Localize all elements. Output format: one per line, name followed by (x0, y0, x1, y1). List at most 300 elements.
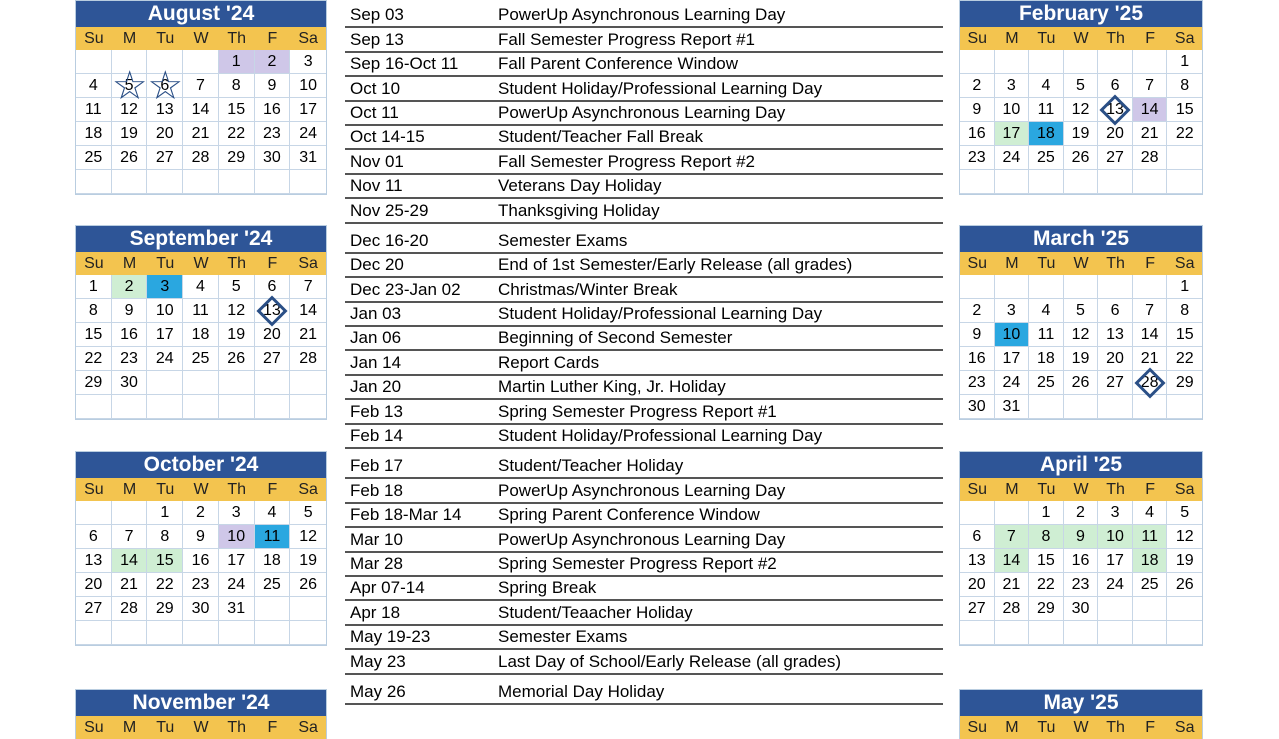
event-date: Mar 10 (350, 529, 403, 549)
calendar-may-2025 (959, 689, 1203, 739)
calendar-title: November '24 (76, 690, 326, 716)
day-cell (1098, 170, 1133, 194)
day-cell (112, 621, 148, 645)
day-cell (219, 621, 255, 645)
day-cell: 19 (1064, 347, 1099, 371)
weekday-label: Sa (1174, 255, 1195, 272)
weekday-header (960, 716, 1202, 739)
day-cell (290, 371, 326, 395)
event-date: Dec 23-Jan 02 (350, 279, 461, 299)
weekday-header (76, 716, 326, 739)
day-cell: 7 (995, 525, 1030, 549)
day-cell: 16 (960, 347, 995, 371)
day-cell: 23 (960, 146, 995, 170)
event-date: Dec 20 (350, 255, 404, 275)
day-cell: 27 (1098, 146, 1133, 170)
calendar-title: February '25 (960, 1, 1202, 27)
event-row (345, 126, 943, 150)
day-cell: 14 (1133, 323, 1168, 347)
weekday-label: M (1005, 481, 1019, 498)
day-cell: 29 (1029, 597, 1064, 621)
day-cell: 3 (1098, 501, 1133, 525)
day-cell: 24 (147, 347, 183, 371)
day-cell (1098, 621, 1133, 645)
weekday-label: Su (967, 481, 988, 498)
weekday-label: Tu (156, 719, 175, 736)
event-description: Semester Exams (498, 627, 628, 647)
weekday-label: Tu (1037, 481, 1056, 498)
day-cell: 13 (255, 299, 291, 323)
event-description: Student Holiday/Professional Learning Day (498, 304, 823, 324)
day-cell: 21 (995, 573, 1030, 597)
event-row (345, 681, 943, 705)
weekday-label: Sa (1174, 481, 1195, 498)
day-cell: 23 (183, 573, 219, 597)
day-cell (76, 50, 112, 74)
calendar-november-2024 (75, 689, 327, 739)
event-row (345, 303, 943, 327)
day-cell (255, 371, 291, 395)
day-cell: 8 (76, 299, 112, 323)
day-cell: 25 (76, 146, 112, 170)
event-row (345, 77, 943, 101)
weekday-label: W (1073, 481, 1089, 498)
day-cell: 30 (255, 146, 291, 170)
day-cell (1098, 395, 1133, 419)
event-date: Apr 18 (350, 602, 401, 622)
event-date: Nov 11 (350, 176, 403, 196)
day-cell: 14 (1133, 98, 1168, 122)
day-cell (219, 395, 255, 419)
day-cell: 14 (290, 299, 326, 323)
day-cell: 9 (183, 525, 219, 549)
day-cell: 28 (290, 347, 326, 371)
day-cell: 10 (219, 525, 255, 549)
day-cell: 21 (290, 323, 326, 347)
day-cell: 1 (76, 275, 112, 299)
event-date: Sep 13 (350, 29, 404, 49)
day-cell: 12 (290, 525, 326, 549)
day-cell (290, 170, 326, 194)
day-cell (1029, 395, 1064, 419)
day-cell: 11 (255, 525, 291, 549)
day-cell: 23 (255, 122, 291, 146)
day-cell: 13 (76, 549, 112, 573)
event-date: May 23 (350, 651, 406, 671)
day-cell: 23 (1064, 573, 1099, 597)
event-description: Fall Semester Progress Report #1 (498, 29, 755, 49)
event-row (345, 53, 943, 77)
day-cell (1064, 170, 1099, 194)
day-cell: 19 (290, 549, 326, 573)
day-cell: 22 (1167, 122, 1202, 146)
weekday-header (960, 27, 1202, 50)
day-cell: 31 (219, 597, 255, 621)
weekday-label: Sa (1174, 30, 1195, 47)
weekday-label: Sa (298, 30, 318, 47)
day-cell: 30 (112, 371, 148, 395)
event-row (345, 650, 943, 674)
weekday-label: Th (227, 255, 247, 272)
calendar-march-2025 (959, 225, 1203, 420)
event-date: Jan 03 (350, 304, 402, 324)
day-cell (1064, 50, 1099, 74)
event-description: Spring Semester Progress Report #1 (498, 401, 777, 421)
day-cell: 15 (1029, 549, 1064, 573)
day-cell (995, 275, 1030, 299)
weekday-label: Sa (298, 481, 318, 498)
day-cell: 13 (1098, 98, 1133, 122)
event-row (345, 376, 943, 400)
weekday-label: M (122, 481, 137, 498)
weekday-label: F (267, 255, 278, 272)
day-cell: 21 (1133, 347, 1168, 371)
day-cell: 12 (1064, 323, 1099, 347)
event-row (345, 504, 943, 528)
day-cell: 24 (290, 122, 326, 146)
event-description: Report Cards (498, 352, 600, 372)
day-cell: 13 (147, 98, 183, 122)
event-row (345, 4, 943, 28)
day-cell: 24 (995, 371, 1030, 395)
day-cell: 2 (183, 501, 219, 525)
day-cell (183, 621, 219, 645)
day-cell: 20 (147, 122, 183, 146)
weekday-label: W (1073, 30, 1089, 47)
day-cell: 4 (1133, 501, 1168, 525)
event-description: Student/Teacher Fall Break (498, 127, 704, 147)
day-cell: 3 (995, 299, 1030, 323)
day-cell (960, 170, 995, 194)
day-cell: 24 (995, 146, 1030, 170)
day-cell: 30 (183, 597, 219, 621)
day-cell (147, 371, 183, 395)
weekday-header (76, 27, 326, 50)
day-cell: 7 (183, 74, 219, 98)
day-cell (1098, 597, 1133, 621)
day-cell: 26 (1167, 573, 1202, 597)
event-description: Spring Semester Progress Report #2 (498, 553, 777, 573)
weekday-label: M (1005, 30, 1019, 47)
day-cell: 28 (1133, 146, 1168, 170)
day-cell: 6 (76, 525, 112, 549)
day-cell (1029, 50, 1064, 74)
day-cell: 8 (147, 525, 183, 549)
event-date: Nov 25-29 (350, 200, 429, 220)
event-description: Veterans Day Holiday (498, 176, 662, 196)
event-description: PowerUp Asynchronous Learning Day (498, 5, 786, 25)
day-cell: 10 (1098, 525, 1133, 549)
weekday-label: Th (227, 719, 247, 736)
weekday-label: F (1145, 719, 1156, 736)
day-cell (76, 395, 112, 419)
event-date: Oct 11 (350, 102, 399, 122)
event-date: Oct 10 (350, 78, 401, 98)
day-cell: 15 (147, 549, 183, 573)
day-cell: 6 (255, 275, 291, 299)
weekday-label: Sa (298, 255, 318, 272)
day-cell: 1 (1167, 275, 1202, 299)
day-cell: 17 (147, 323, 183, 347)
weekday-label: Su (84, 255, 104, 272)
event-date: May 19-23 (350, 627, 431, 647)
day-cell: 26 (290, 573, 326, 597)
weekday-label: Tu (156, 255, 175, 272)
day-cell: 9 (1064, 525, 1099, 549)
day-cell: 1 (1029, 501, 1064, 525)
day-cell (960, 275, 995, 299)
weekday-label: M (122, 255, 137, 272)
day-cell (255, 395, 291, 419)
event-description: Spring Break (498, 578, 597, 598)
day-cell: 9 (255, 74, 291, 98)
day-cell: 6 (960, 525, 995, 549)
day-cell: 27 (960, 597, 995, 621)
event-row (345, 175, 943, 199)
event-date: Sep 03 (350, 5, 404, 25)
event-date: Feb 18-Mar 14 (350, 505, 462, 525)
day-cell (255, 597, 291, 621)
day-cell: 23 (960, 371, 995, 395)
event-row (345, 351, 943, 375)
day-cell (290, 597, 326, 621)
day-cell: 30 (1064, 597, 1099, 621)
event-row (345, 528, 943, 552)
weekday-label: Th (1106, 30, 1125, 47)
day-cell (290, 395, 326, 419)
day-cell: 29 (1167, 371, 1202, 395)
day-cell: 5 (219, 275, 255, 299)
day-cell: 17 (995, 122, 1030, 146)
day-cell: 22 (1029, 573, 1064, 597)
event-date: Feb 14 (350, 426, 403, 446)
event-date: Sep 16-Oct 11 (350, 54, 459, 74)
day-cell: 7 (112, 525, 148, 549)
day-cell (112, 170, 148, 194)
event-row (345, 327, 943, 351)
day-cell: 28 (112, 597, 148, 621)
day-cell (1029, 275, 1064, 299)
event-date: Jan 20 (350, 377, 402, 397)
day-cell (1064, 621, 1099, 645)
day-cell: 15 (76, 323, 112, 347)
event-date: Oct 14-15 (350, 127, 425, 147)
day-cell (255, 621, 291, 645)
event-row (345, 28, 943, 52)
day-cell: 27 (76, 597, 112, 621)
day-cell: 10 (147, 299, 183, 323)
day-cell (1133, 395, 1168, 419)
weekday-label: Sa (1174, 719, 1195, 736)
day-cell: 26 (112, 146, 148, 170)
day-cell: 18 (76, 122, 112, 146)
calendar-february-2025 (959, 0, 1203, 195)
day-cell (995, 501, 1030, 525)
event-row (345, 425, 943, 449)
weekday-label: M (122, 30, 137, 47)
day-cell: 27 (255, 347, 291, 371)
event-list (345, 4, 943, 705)
event-row (345, 400, 943, 424)
day-cell: 9 (960, 323, 995, 347)
event-row (345, 553, 943, 577)
event-description: Student/Teacher Holiday (498, 456, 684, 476)
weekday-label: W (193, 719, 209, 736)
day-cell: 24 (1098, 573, 1133, 597)
day-cell: 30 (960, 395, 995, 419)
weekday-label: Su (84, 30, 104, 47)
event-row (345, 199, 943, 223)
event-description: Last Day of School/Early Release (all grades) (498, 651, 841, 671)
day-cell: 3 (219, 501, 255, 525)
event-description: Fall Semester Progress Report #2 (498, 151, 755, 171)
day-cell: 13 (1098, 323, 1133, 347)
event-date: Nov 01 (350, 151, 404, 171)
day-cell (76, 501, 112, 525)
weekday-label: F (1145, 481, 1156, 498)
day-cell (960, 50, 995, 74)
event-row (345, 102, 943, 126)
calendar-april-2025 (959, 451, 1203, 646)
day-cell (147, 395, 183, 419)
day-cell: 18 (1029, 122, 1064, 146)
day-cell: 7 (1133, 299, 1168, 323)
day-cell: 19 (1064, 122, 1099, 146)
day-cell: 28 (995, 597, 1030, 621)
weekday-label: Tu (156, 30, 175, 47)
event-description: Fall Parent Conference Window (498, 54, 739, 74)
event-row (345, 150, 943, 174)
day-cell: 16 (1064, 549, 1099, 573)
weekday-label: Su (967, 255, 988, 272)
calendar-title: April '25 (960, 452, 1202, 478)
calendar-title: August '24 (76, 1, 326, 27)
day-cell: 16 (960, 122, 995, 146)
weekday-label: Sa (298, 719, 318, 736)
day-cell: 8 (1029, 525, 1064, 549)
day-cell: 29 (219, 146, 255, 170)
day-cell: 29 (76, 371, 112, 395)
day-cell: 12 (219, 299, 255, 323)
day-cell: 9 (112, 299, 148, 323)
day-cell: 20 (255, 323, 291, 347)
day-cell: 16 (183, 549, 219, 573)
weekday-label: F (1145, 255, 1156, 272)
day-cell (1133, 597, 1168, 621)
weekday-label: Tu (1037, 30, 1056, 47)
calendar-title: September '24 (76, 226, 326, 252)
day-cell (1098, 50, 1133, 74)
day-cell: 5 (1064, 74, 1099, 98)
day-cell: 7 (290, 275, 326, 299)
day-cell: 1 (1167, 50, 1202, 74)
day-cell: 4 (255, 501, 291, 525)
weekday-label: Tu (156, 481, 175, 498)
weekday-label: Su (84, 481, 104, 498)
weekday-label: W (193, 255, 209, 272)
day-cell: 3 (995, 74, 1030, 98)
day-grid (960, 50, 1202, 194)
day-cell (1133, 275, 1168, 299)
day-cell: 17 (995, 347, 1030, 371)
day-cell: 18 (183, 323, 219, 347)
day-cell: 8 (219, 74, 255, 98)
event-description: Martin Luther King, Jr. Holiday (498, 377, 726, 397)
day-cell: 22 (147, 573, 183, 597)
day-cell: 12 (1064, 98, 1099, 122)
weekday-label: Tu (1037, 255, 1056, 272)
day-cell: 27 (1098, 371, 1133, 395)
day-cell: 25 (255, 573, 291, 597)
day-cell: 5 ☆ (112, 74, 148, 98)
day-cell: 22 (76, 347, 112, 371)
day-cell: 27 (147, 146, 183, 170)
day-cell: 16 (255, 98, 291, 122)
weekday-label: Su (967, 719, 988, 736)
event-description: Memorial Day Holiday (498, 681, 665, 701)
weekday-header (960, 478, 1202, 501)
event-row (345, 278, 943, 302)
day-cell: 17 (1098, 549, 1133, 573)
day-cell (1133, 170, 1168, 194)
event-description: End of 1st Semester/Early Release (all grades) (498, 255, 853, 275)
event-description: Spring Parent Conference Window (498, 505, 760, 525)
day-cell: 24 (219, 573, 255, 597)
day-cell (183, 371, 219, 395)
day-cell: 26 (1064, 146, 1099, 170)
day-cell: 26 (219, 347, 255, 371)
weekday-label: Th (1106, 481, 1125, 498)
day-cell: 6 (1098, 299, 1133, 323)
day-cell: 10 (995, 323, 1030, 347)
event-date: May 26 (350, 681, 406, 701)
day-cell: 5 (1064, 299, 1099, 323)
day-cell: 5 (290, 501, 326, 525)
day-cell: 11 (1133, 525, 1168, 549)
event-date: Feb 17 (350, 456, 403, 476)
day-cell (1029, 170, 1064, 194)
day-cell (76, 621, 112, 645)
event-description: PowerUp Asynchronous Learning Day (498, 529, 786, 549)
day-cell: 19 (219, 323, 255, 347)
weekday-label: Su (967, 30, 988, 47)
event-description: Student Holiday/Professional Learning Day (498, 78, 823, 98)
day-cell: 1 (147, 501, 183, 525)
calendar-title: March '25 (960, 226, 1202, 252)
day-cell: 22 (1167, 347, 1202, 371)
event-date: Jan 06 (350, 328, 402, 348)
day-cell: 21 (112, 573, 148, 597)
weekday-label: W (193, 30, 209, 47)
day-cell: 6 ☆ (147, 74, 183, 98)
day-cell: 25 (1029, 146, 1064, 170)
day-cell: 25 (183, 347, 219, 371)
weekday-header (960, 252, 1202, 275)
day-cell: 20 (1098, 347, 1133, 371)
day-cell: 5 (1167, 501, 1202, 525)
day-cell: 16 (112, 323, 148, 347)
day-grid (76, 275, 326, 419)
weekday-label: F (267, 30, 278, 47)
day-cell: 2 (960, 299, 995, 323)
event-description: Thanksgiving Holiday (498, 200, 660, 220)
weekday-label: F (267, 719, 278, 736)
event-date: Mar 28 (350, 553, 403, 573)
day-cell: 11 (183, 299, 219, 323)
event-description: Beginning of Second Semester (498, 328, 733, 348)
weekday-label: Th (1106, 719, 1125, 736)
day-cell (1098, 275, 1133, 299)
